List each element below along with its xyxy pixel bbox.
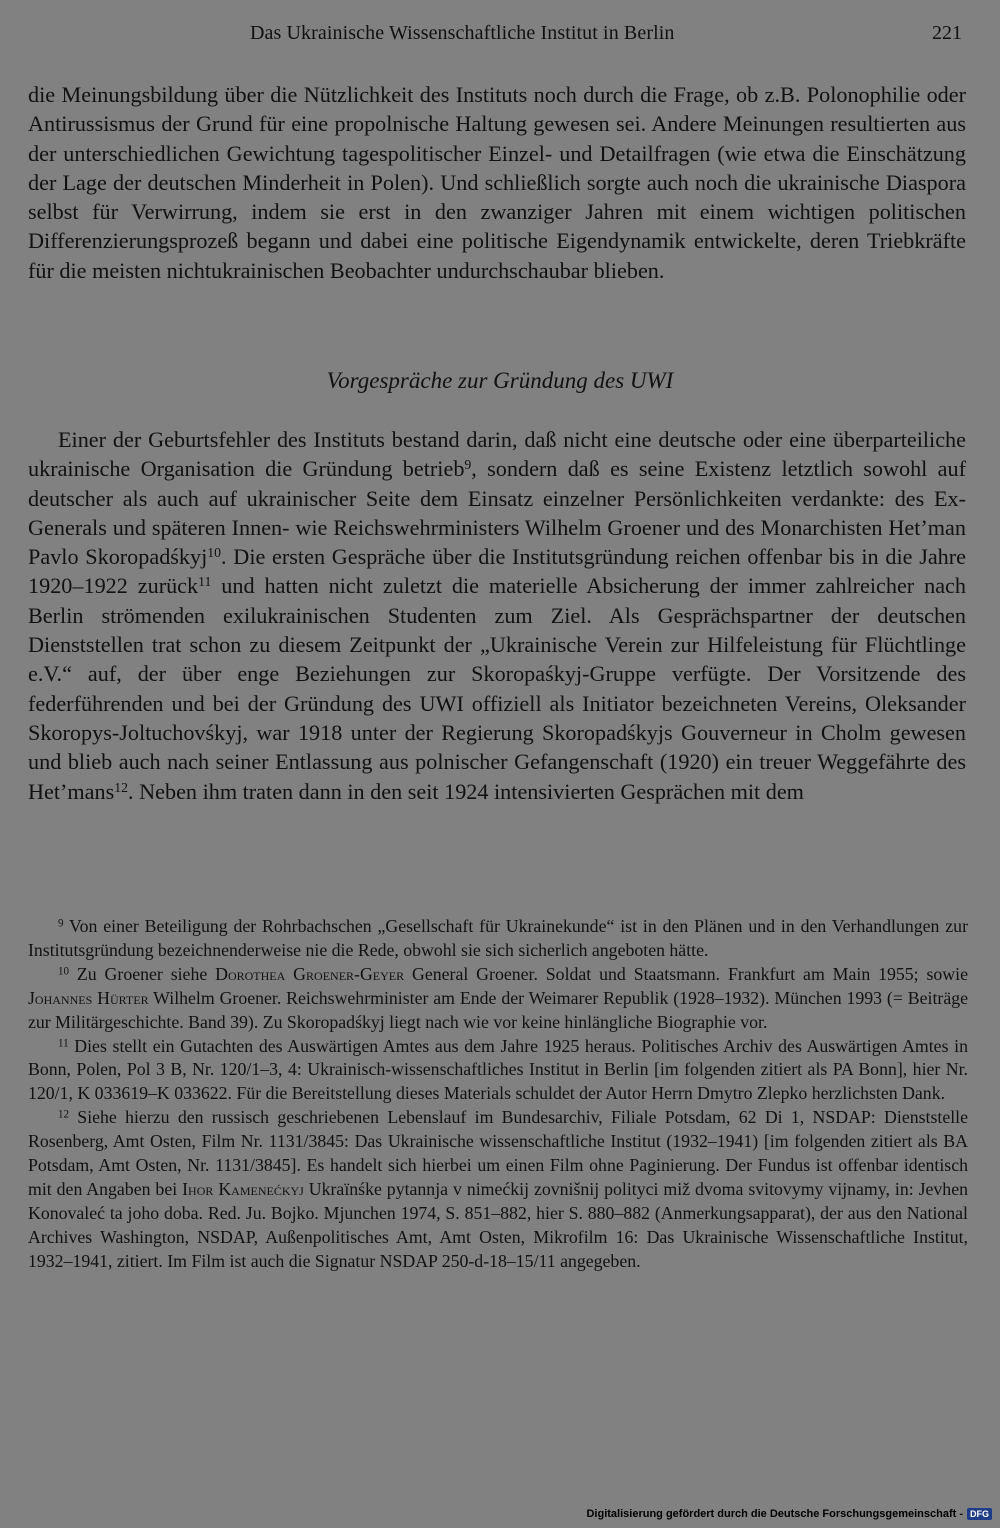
- footnote-text: Von einer Beteiligung der Rohrbachschen „Gesellschaft für Ukrainekunde“ ist in den Plänen und in den Verhandlungen zur Institutsgründung bezeichnenderweise nie die Rede, obwohl sie sich sicherlich angeboten hätte.: [28, 916, 968, 960]
- footnote-number: 10: [58, 965, 70, 978]
- footer-text: Digitalisierung gefördert durch die Deutsche Forschungsgemeinschaft -: [586, 1508, 963, 1520]
- footnote-text: General Groener. Soldat und Staatsmann. Frankfurt am Main 1955; sowie: [404, 963, 968, 984]
- running-head: [0, 22, 1000, 52]
- footnote-text: Wilhelm Groener. Reichswehrminister am Ende der Weimarer Republik (1928–1932). München 1993 (= Beiträge zur Militärgeschichte. Band 39). Zu Skoropadśkyj liegt nach wie vor keine hinlängliche Biographie vor.: [28, 987, 968, 1032]
- paragraph-text: [28, 425, 966, 806]
- footnote-number: 9: [58, 917, 64, 930]
- footnote-text: Ukraïnśke pytannja v nimećkij zovnišnij polityci miž dvoma svitovymy vijnamy, in: Jevhen Konovaleć ta joho doba. Red. Ju. Bojko. Mjunchen 1974, S. 851–882, hier S. 880–882 (Anmerkungsapparat), der aus den National Archives Washington, NSDAP, Außenpolitisches Amt, Amt Osten, Mikrofilm 16: Das Ukrainische Wissenschaftliche Institut, 1932–1941, zitiert. Im Film ist auch die Signatur NSDAP 250-d-18–15/11 angegeben.: [28, 1178, 968, 1271]
- text-run: Einer der Geburtsfehler des Instituts bestand darin, daß nicht eine deutsche oder eine überparteiliche ukrainische Organisation die Gründung betrieb: [28, 427, 966, 482]
- footnote-10: [28, 963, 968, 1035]
- footnote-number: 12: [58, 1108, 70, 1121]
- footnote-ref-12[interactable]: 12: [114, 779, 129, 795]
- footnote-12: [28, 1106, 968, 1273]
- text-run: . Die ersten Gespräche über die Institutsgründung reichen offenbar bis in die Jahre 1920–1922 zurück: [28, 544, 967, 599]
- footnote-ref-10[interactable]: 10: [207, 545, 222, 561]
- text-run: , sondern daß es seine Existenz letztlich sowohl auf deutscher als auch auf ukrainischer Seite dem Einsatz einzelner Persönlichkeiten verdankte: des Ex-Generals und späteren Innen- wie Reichswehrministers Wilhelm Groener und des Monarchisten Het’man Pavlo Skoropadśkyj: [28, 456, 966, 570]
- section-heading: Vorgespräche zur Gründung des UWI: [326, 368, 674, 393]
- text-run: und hatten nicht zuletzt die materielle Absicherung der immer zahlreicher nach Berlin strömenden exilukrainischen Studenten zum Ziel. Als Gesprächspartner der deutschen Dienststellen trat schon zu diesem Zeitpunkt der „Ukrainische Verein zur Hilfeleistung für Flüchtlinge e.V.“ auf, der über enge Beziehungen zur Skoropaśkyj-Gruppe verfügte. Der Vorsitzende des federführenden und bei der Gründung des UWI offiziell als Initiator bezeichneten Vereins, Oleksander Skoropys-Joltuchovśkyj, war 1918 unter der Regierung Skoropadśkyjs Gouverneur in Cholm gewesen und blieb auch nach seiner Entlassung aus polnischer Gefangenschaft (1920) ein treuer Weggefährte des Het’mans: [28, 573, 966, 804]
- body-paragraph-2: [28, 425, 966, 806]
- dfg-logo-icon: DFG: [967, 1508, 992, 1520]
- footnote-11: [28, 1035, 968, 1107]
- footnote-ref-9[interactable]: 9: [464, 457, 472, 473]
- digitization-footer: [586, 1508, 992, 1520]
- footnote-number: 11: [58, 1037, 69, 1050]
- text-run: . Neben ihm traten dann in den seit 1924 intensivierten Gesprächen mit dem: [128, 778, 804, 804]
- footnote-ref-11[interactable]: 11: [198, 574, 212, 590]
- author-name: Johannes Hürter: [28, 987, 149, 1008]
- footnote-text: Siehe hierzu den russisch geschriebenen Lebenslauf im Bundesarchiv, Filiale Potsdam, 62 Di 1, NSDAP: Dienststelle Rosenberg, Amt Osten, Film Nr. 1131/3845: Das Ukrainische wissenschaftliche Institut (1932–1941) [im folgenden zitiert als BA Potsdam, Amt Osten, Nr. 1131/3845]. Es handelt sich hierbei um einen Film ohne Paginierung. Der Fundus ist offenbar identisch mit den Angaben bei: [28, 1107, 968, 1199]
- footnotes: [28, 915, 968, 1274]
- author-name: Dorothea Groener-Geyer: [215, 963, 405, 984]
- footnote-text: Dies stellt ein Gutachten des Auswärtigen Amtes aus dem Jahre 1925 heraus. Politisches Archiv des Auswärtigen Amtes in Bonn, Polen, Pol 3 B, Nr. 120/1–3, 4: Ukrainisch-wissenschaftliches Institut in Berlin [im folgenden zitiert als PA Bonn], hier Nr. 120/1, K 033619–K 033622. Für die Bereitstellung dieses Materials schuldet der Autor Herrn Dmytro Zlepko herzlichsten Dank.: [28, 1035, 968, 1104]
- running-head-title: Das Ukrainische Wissenschaftliche Institut in Berlin: [250, 22, 675, 44]
- page-number: 221: [932, 22, 962, 44]
- body-paragraph-1: [28, 80, 966, 285]
- author-name: Ihor Kamenećkyj: [182, 1178, 304, 1199]
- footnote-9: [28, 915, 968, 963]
- paragraph-text: die Meinungsbildung über die Nützlichkeit des Instituts noch durch die Frage, ob z.B. Polonophilie oder Antirussismus der Grund für eine propolnische Haltung gewesen sei. Andere Meinungen resultierten aus der unterschiedlichen Gewichtung tagespolitischer Einzel- und Detailfragen (wie etwa die Einschätzung der Lage der deutschen Minderheit in Polen). Und schließlich sorgte auch noch die ukrainische Diaspora selbst für Verwirrung, indem sie erst in den zwanziger Jahren mit einem wichtigen politischen Differenzierungsprozeß begann und dabei eine politische Eigendynamik entwickelte, deren Triebkräfte für die meisten nichtukrainischen Beobachter undurchschaubar blieben.: [28, 82, 966, 283]
- footnote-text: Zu Groener siehe: [69, 963, 216, 984]
